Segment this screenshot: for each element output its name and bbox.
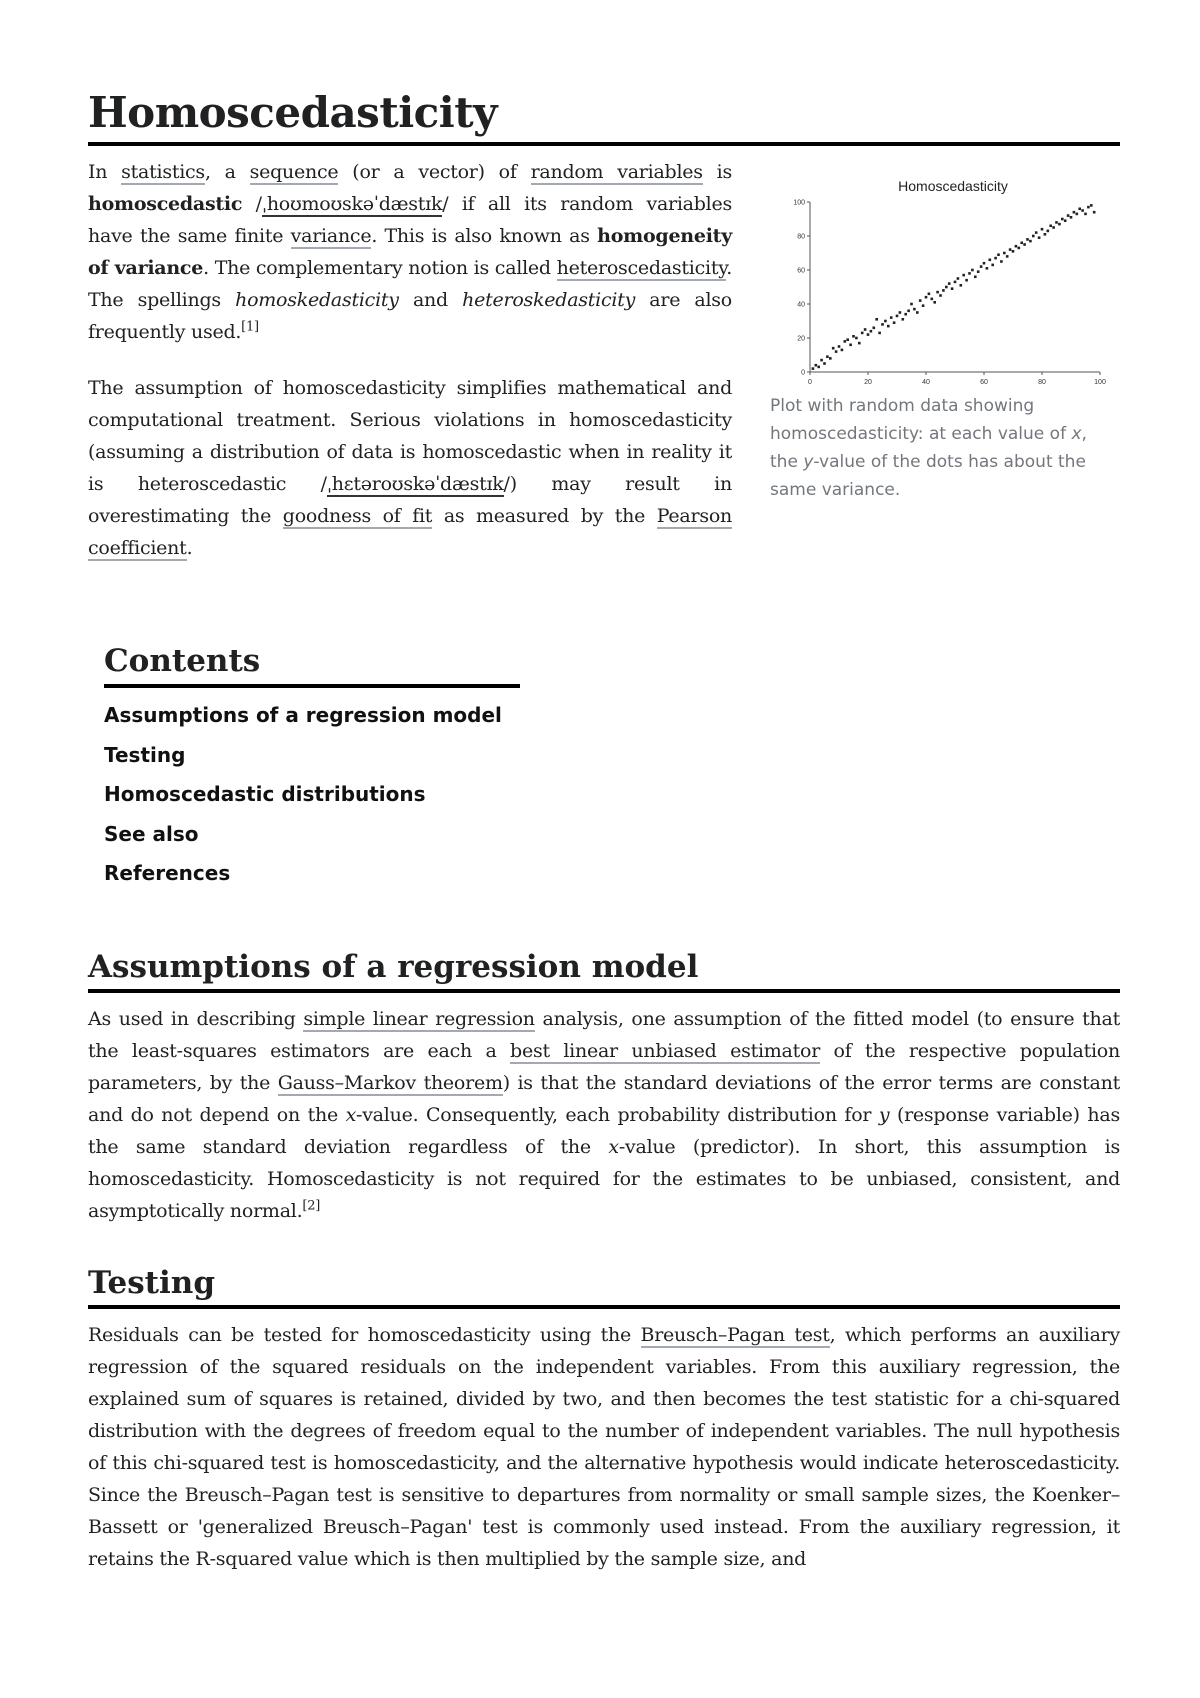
y-tick-label: 40 bbox=[797, 301, 805, 309]
text: as measured by the bbox=[432, 505, 657, 527]
data-point bbox=[1073, 211, 1076, 214]
text: / bbox=[242, 193, 262, 215]
data-point bbox=[933, 301, 936, 304]
section-paragraph bbox=[88, 1319, 1120, 1575]
data-point bbox=[838, 345, 841, 348]
link-breusch-pagan-test[interactable]: Breusch–Pagan test bbox=[640, 1324, 830, 1346]
data-point bbox=[928, 293, 931, 296]
caption-text: , the bbox=[770, 424, 1087, 472]
data-point bbox=[942, 289, 945, 292]
data-point bbox=[887, 325, 890, 328]
text: In bbox=[88, 161, 122, 183]
data-point bbox=[1003, 252, 1006, 255]
data-point bbox=[864, 328, 867, 331]
link-goodness-of-fit[interactable]: goodness of fit bbox=[282, 505, 433, 527]
data-point bbox=[1026, 238, 1029, 241]
chart-title: Homoscedasticity bbox=[898, 178, 1008, 194]
data-point bbox=[1087, 206, 1090, 209]
data-point bbox=[829, 357, 832, 360]
data-point bbox=[989, 259, 992, 262]
data-point bbox=[855, 337, 858, 340]
text: Residuals can be tested for homoscedasticity using the bbox=[88, 1324, 641, 1346]
text: . The spellings bbox=[88, 257, 732, 311]
data-point bbox=[893, 321, 896, 324]
data-point bbox=[875, 318, 878, 321]
data-point bbox=[823, 362, 826, 365]
data-point bbox=[1044, 233, 1047, 236]
text: The assumption of homoscedasticity simplifies mathematical and computational treatment. Serious violations in homoscedasticity (assuming a distribution of data is homoscedastic when in reality it is heteroscedastic / bbox=[88, 377, 732, 495]
data-point bbox=[904, 313, 907, 316]
text: is bbox=[702, 161, 732, 183]
x-tick-label: 20 bbox=[864, 379, 872, 386]
chart-axes bbox=[793, 200, 1106, 387]
data-point bbox=[902, 318, 905, 321]
data-point bbox=[873, 327, 876, 330]
data-point bbox=[852, 335, 855, 338]
data-point bbox=[986, 267, 989, 270]
text: , a bbox=[204, 161, 250, 183]
link-statistics[interactable]: statistics bbox=[121, 161, 205, 183]
data-point bbox=[1015, 245, 1018, 248]
toc-item-assumptions[interactable]: Assumptions of a regression model bbox=[104, 703, 502, 727]
data-point bbox=[1070, 216, 1073, 219]
data-point bbox=[965, 279, 968, 282]
text: -value (predictor). In short, this assumption is homoscedasticity. Homoscedasticity is not required for the estimates to be unbiased, consistent, and asymptotically normal. bbox=[88, 1136, 1120, 1222]
data-point bbox=[1000, 260, 1003, 263]
data-point bbox=[1035, 231, 1038, 234]
data-point bbox=[939, 294, 942, 297]
y-tick-label: 80 bbox=[797, 233, 805, 241]
data-point bbox=[820, 359, 823, 362]
data-point bbox=[890, 316, 893, 319]
x-tick-label: 100 bbox=[1094, 379, 1106, 386]
x-tick-label: 40 bbox=[922, 379, 930, 386]
data-point bbox=[936, 291, 939, 294]
y-tick-label: 0 bbox=[801, 369, 805, 377]
data-point bbox=[841, 349, 844, 352]
data-point bbox=[994, 257, 997, 260]
toc-item-see-also[interactable]: See also bbox=[104, 821, 199, 846]
italic-var: x bbox=[608, 1136, 619, 1158]
text: (response variable) has the same standard deviation regardless of the bbox=[88, 1104, 1120, 1158]
data-point bbox=[1023, 243, 1026, 246]
data-point bbox=[1052, 226, 1055, 229]
intro-text bbox=[88, 156, 732, 564]
text: /) may result in overestimating the bbox=[88, 473, 732, 527]
data-point bbox=[1055, 221, 1058, 224]
data-point bbox=[1049, 225, 1052, 228]
text: As used in describing bbox=[88, 1008, 304, 1030]
italic-var: x bbox=[345, 1104, 357, 1126]
data-point bbox=[1041, 228, 1044, 231]
caption-italic: x bbox=[1071, 424, 1082, 444]
text: . The complementary notion is called bbox=[203, 257, 557, 279]
data-point bbox=[867, 333, 870, 336]
toc-title: Contents bbox=[104, 640, 520, 688]
data-point bbox=[931, 298, 934, 301]
italic-term: homoskedasticity bbox=[235, 289, 399, 311]
data-point bbox=[881, 323, 884, 326]
data-point bbox=[1020, 242, 1023, 245]
data-point bbox=[1078, 208, 1081, 211]
data-point bbox=[878, 332, 881, 335]
figure-caption bbox=[768, 392, 1100, 504]
toc-list bbox=[104, 696, 524, 894]
data-point bbox=[858, 342, 861, 345]
data-point bbox=[832, 347, 835, 350]
data-point bbox=[1090, 204, 1093, 207]
data-point bbox=[1018, 247, 1021, 250]
ipa-pronunciation-link[interactable]: ˌhoʊmoʊskəˈdæstɪk bbox=[261, 193, 443, 215]
data-point bbox=[971, 269, 974, 272]
reference-link-1[interactable]: [1] bbox=[241, 319, 259, 335]
data-point bbox=[899, 311, 902, 314]
data-point bbox=[1081, 209, 1084, 212]
data-point bbox=[826, 355, 829, 358]
data-point bbox=[951, 287, 954, 290]
italic-term: heteroskedasticity bbox=[462, 289, 636, 311]
bold-term-homoscedastic: homoscedastic bbox=[88, 193, 243, 215]
data-point bbox=[925, 296, 928, 299]
ipa-pronunciation-link[interactable]: ˌhɛtəroʊskəˈdæstɪk bbox=[326, 473, 504, 495]
text: . This is also known as bbox=[371, 225, 598, 247]
section-heading-testing: Testing bbox=[88, 1264, 1120, 1309]
toc-item-testing[interactable]: Testing bbox=[104, 742, 186, 767]
article bbox=[88, 0, 1120, 1570]
data-point bbox=[962, 274, 965, 277]
figure-homoscedasticity-plot[interactable] bbox=[768, 170, 1108, 504]
chart-points bbox=[812, 204, 1096, 370]
data-point bbox=[997, 253, 1000, 256]
data-point bbox=[1009, 248, 1012, 251]
text: , which performs an auxiliary regression of the squared residuals on the independent variables. From this auxiliary regression, the explained sum of squares is retained, divided by two, and then becomes the test statistic for a chi-squared distribution with the degrees of freedom equal to the number of independent variables. The null hypothesis of this chi-squared test is homoscedasticity, and the alternative hypothesis would indicate heteroscedasticity. Since the Breusch–Pagan test is sensitive to departures from normality or small sample sizes, the Koenker–Bassett or 'generalized Breusch–Pagan' test is commonly used instead. From the auxiliary regression, it retains the R-squared value which is then multiplied by the sample size, and bbox=[88, 1324, 1120, 1570]
link-variance[interactable]: variance bbox=[290, 225, 372, 247]
text: -value. Consequently, each probability distribution for bbox=[356, 1104, 879, 1126]
data-point bbox=[1067, 214, 1070, 217]
text: of the respective population parameters, by the bbox=[88, 1040, 1120, 1094]
link-sequence[interactable]: sequence bbox=[249, 161, 339, 183]
data-point bbox=[954, 281, 957, 284]
caption-text: Plot with random data showing homoscedasticity: at each value of bbox=[770, 396, 1072, 444]
x-tick-label: 0 bbox=[808, 379, 812, 386]
data-point bbox=[1047, 230, 1050, 233]
data-point bbox=[1084, 213, 1087, 216]
link-gauss-markov-theorem[interactable]: Gauss–Markov theorem bbox=[277, 1072, 503, 1094]
reference-link-2[interactable]: [2] bbox=[302, 1198, 321, 1214]
link-heteroscedasticity[interactable]: heteroscedasticity bbox=[556, 257, 727, 279]
text: analysis, one assumption of the fitted model (to ensure that the least-squares estimators are each a bbox=[88, 1008, 1120, 1062]
intro-paragraph-1 bbox=[88, 156, 732, 348]
data-point bbox=[968, 272, 971, 275]
bold-term-homogeneity: homogeneity of variance bbox=[88, 225, 732, 279]
data-point bbox=[910, 303, 913, 306]
y-tick-label: 100 bbox=[793, 199, 805, 207]
section-paragraph bbox=[88, 1003, 1120, 1227]
data-point bbox=[991, 264, 994, 267]
toc-item-references[interactable]: References bbox=[104, 861, 231, 885]
italic-var: y bbox=[878, 1104, 890, 1126]
y-tick-label: 20 bbox=[797, 335, 805, 343]
page-title: Homoscedasticity bbox=[88, 0, 1120, 146]
scatter-chart bbox=[768, 170, 1108, 392]
text: are also frequently used. bbox=[88, 289, 732, 343]
data-point bbox=[815, 364, 818, 367]
text: ) is that the standard deviations of the error terms are constant and do not depend on the bbox=[88, 1072, 1120, 1126]
data-point bbox=[957, 277, 960, 280]
text: and bbox=[398, 289, 463, 311]
link-simple-linear-regression[interactable]: simple linear regression bbox=[303, 1008, 535, 1030]
text: (or a vector) of bbox=[338, 161, 531, 183]
data-point bbox=[1038, 236, 1041, 239]
data-point bbox=[1032, 235, 1035, 238]
intro-section bbox=[88, 156, 1120, 584]
caption-text: -value of the dots has about the same variance. bbox=[770, 452, 1086, 500]
data-point bbox=[846, 338, 849, 341]
data-point bbox=[922, 304, 925, 307]
data-point bbox=[916, 311, 919, 314]
link-random-variables[interactable]: random variables bbox=[530, 161, 703, 183]
y-tick-label: 60 bbox=[797, 267, 805, 275]
data-point bbox=[1058, 223, 1061, 226]
data-point bbox=[1012, 250, 1015, 253]
section-testing bbox=[88, 1264, 1120, 1575]
link-pearson-coefficient[interactable]: Pearson coefficient bbox=[88, 505, 732, 559]
section-heading-assumptions: Assumptions of a regression model bbox=[88, 948, 1120, 993]
data-point bbox=[1064, 219, 1067, 222]
data-point bbox=[1029, 240, 1032, 243]
data-point bbox=[1093, 211, 1096, 214]
x-tick-label: 60 bbox=[980, 379, 988, 386]
data-point bbox=[870, 330, 873, 333]
data-point bbox=[861, 332, 864, 335]
data-point bbox=[1061, 218, 1064, 221]
data-point bbox=[980, 265, 983, 268]
data-point bbox=[835, 350, 838, 353]
data-point bbox=[919, 299, 922, 302]
x-tick-label: 80 bbox=[1038, 379, 1046, 386]
data-point bbox=[948, 282, 951, 285]
data-point bbox=[1006, 255, 1009, 258]
data-point bbox=[913, 308, 916, 311]
data-point bbox=[945, 286, 948, 289]
data-point bbox=[907, 310, 910, 313]
link-blue-estimator[interactable]: best linear unbiased estimator bbox=[510, 1040, 821, 1062]
text: . bbox=[186, 537, 193, 559]
data-point bbox=[977, 270, 980, 273]
text: / if all its random variables have the same finite bbox=[88, 193, 732, 247]
caption-italic: y bbox=[803, 452, 814, 472]
section-assumptions bbox=[88, 948, 1120, 1227]
data-point bbox=[983, 262, 986, 265]
toc-item-homoscedastic-distributions[interactable]: Homoscedastic distributions bbox=[104, 782, 426, 806]
data-point bbox=[974, 276, 977, 279]
data-point bbox=[812, 367, 815, 370]
table-of-contents bbox=[104, 640, 524, 894]
data-point bbox=[844, 340, 847, 343]
data-point bbox=[817, 366, 820, 369]
data-point bbox=[896, 315, 899, 318]
data-point bbox=[1076, 213, 1079, 216]
data-point bbox=[960, 284, 963, 287]
data-point bbox=[849, 344, 852, 347]
intro-paragraph-2 bbox=[88, 372, 732, 564]
data-point bbox=[884, 320, 887, 323]
